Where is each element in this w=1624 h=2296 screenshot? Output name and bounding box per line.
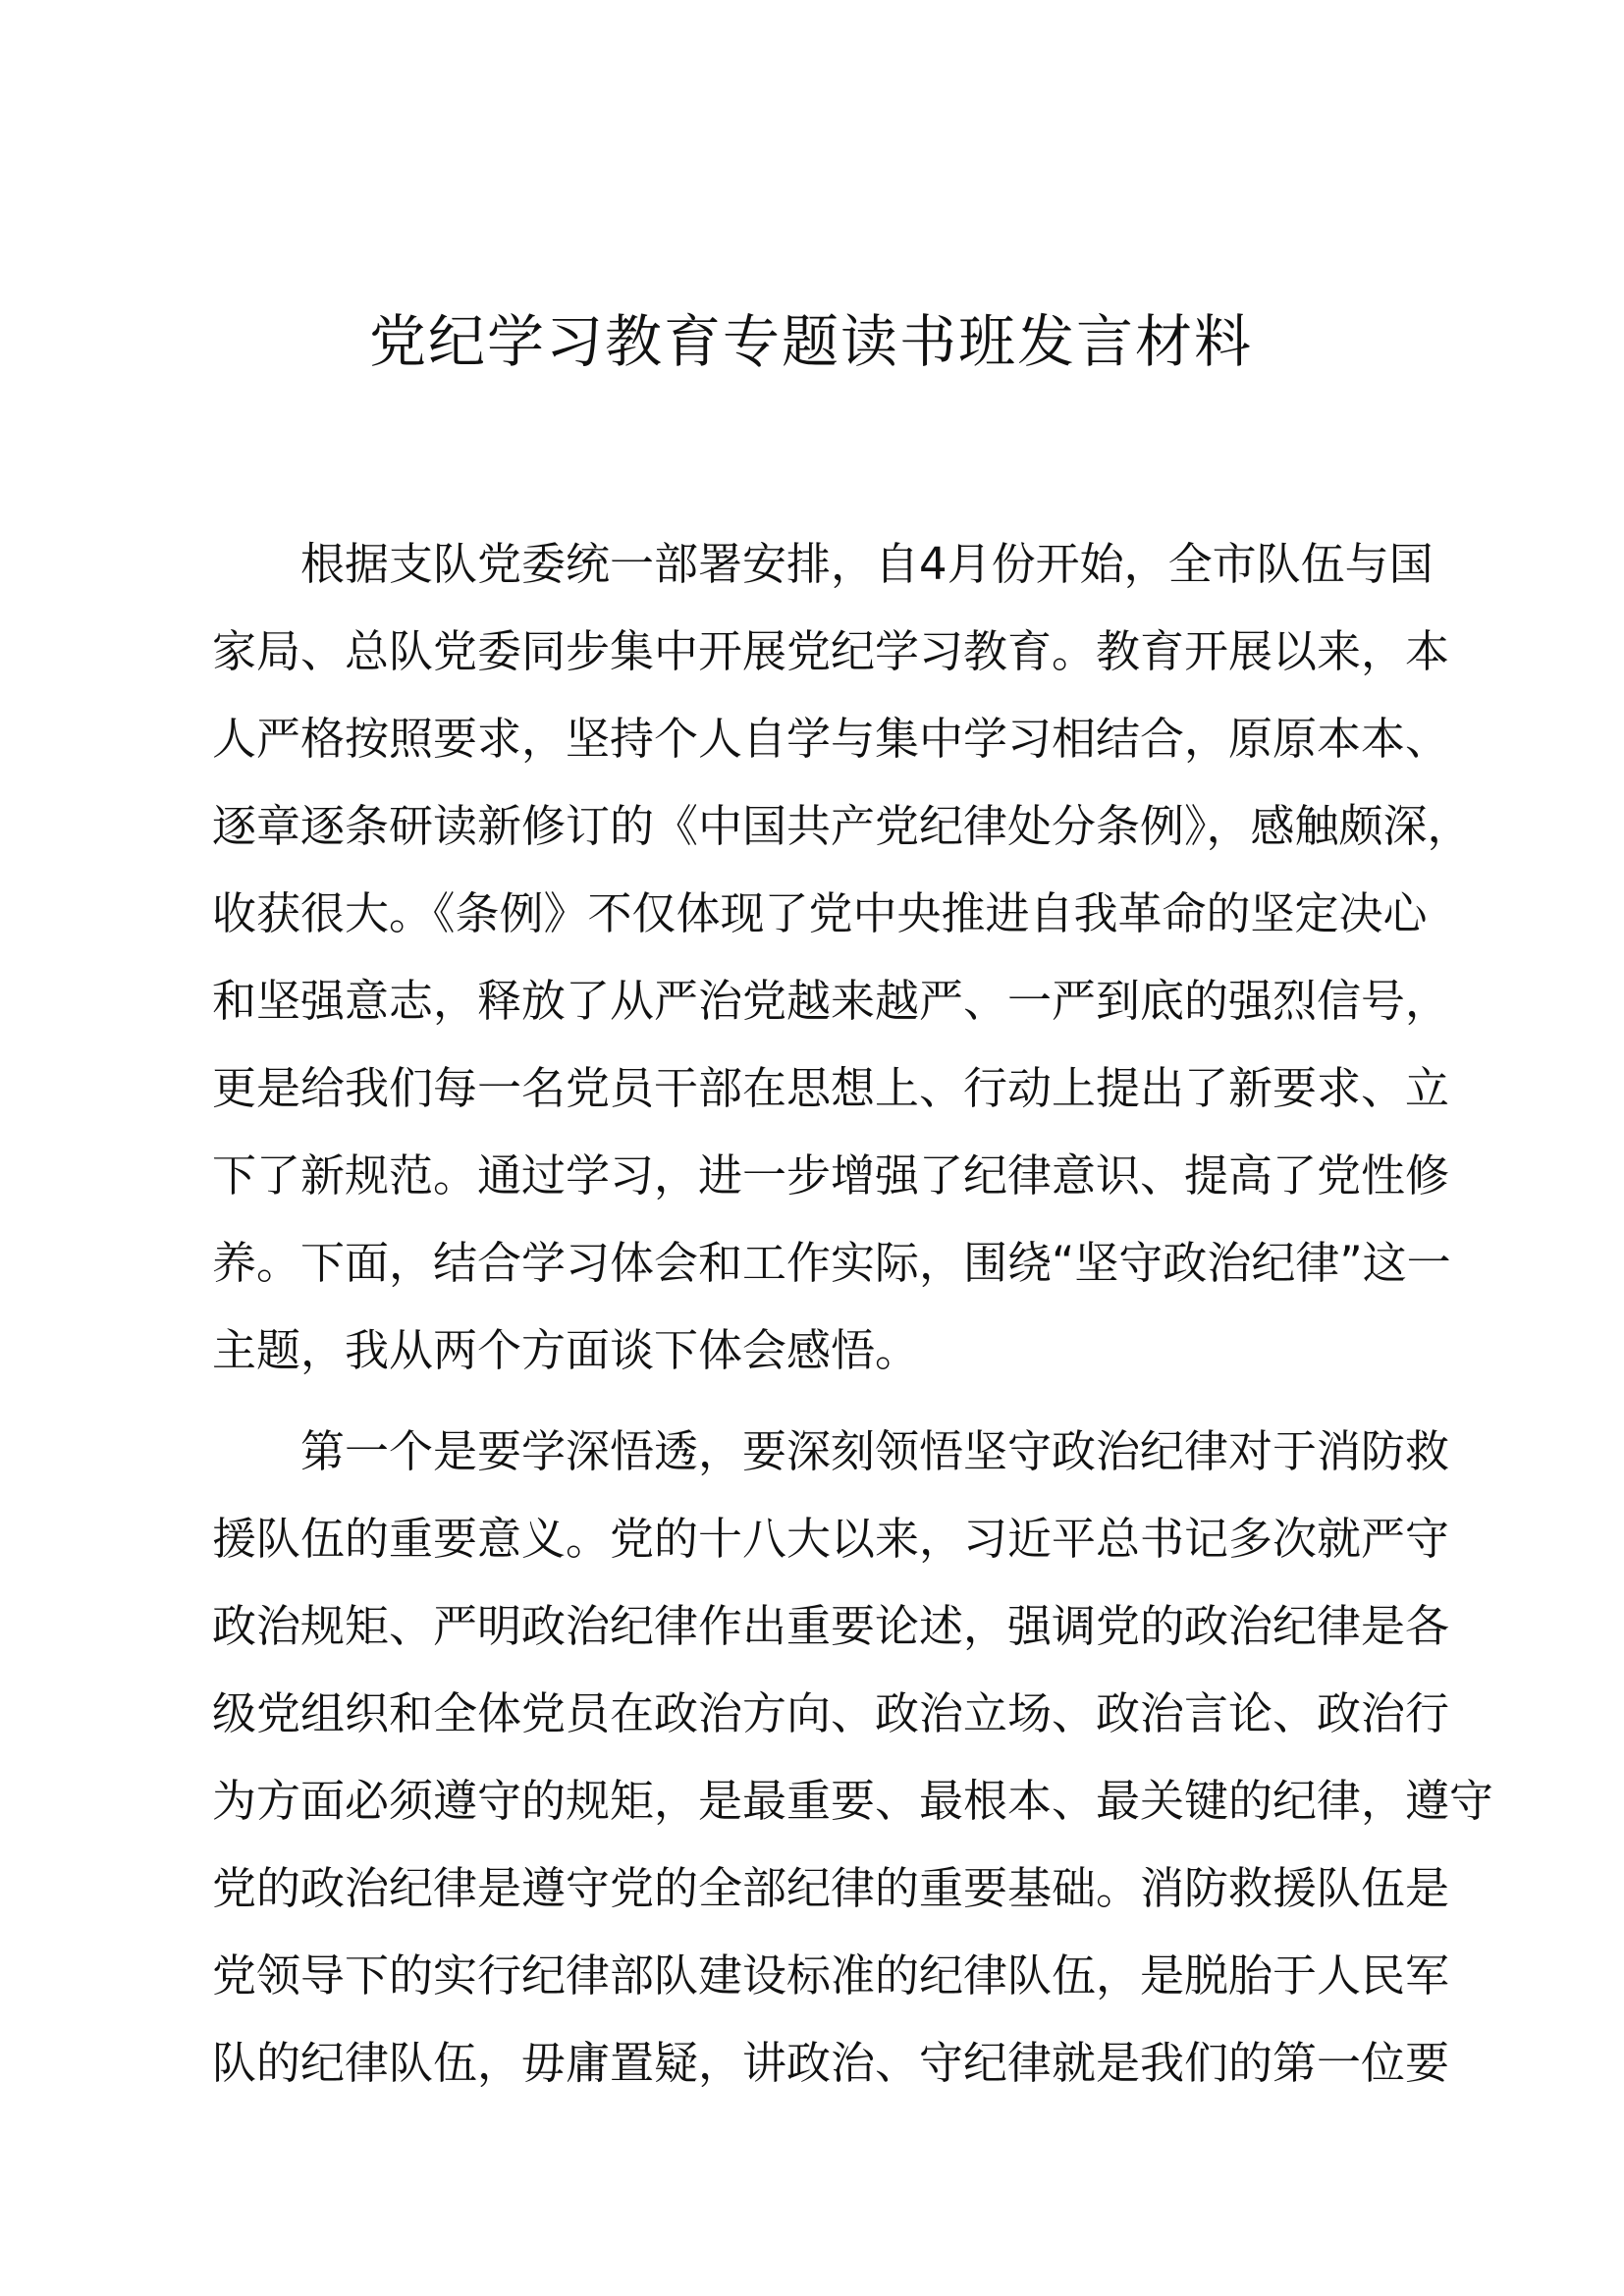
paragraph-line: 党的政治纪律是遵守党的全部纪律的重要基础。消防救援队伍是 bbox=[212, 1862, 1450, 1914]
paragraph-line: 政治规矩、严明政治纪律作出重要论述，强调党的政治纪律是各 bbox=[212, 1600, 1450, 1652]
paragraph-1 bbox=[212, 520, 1472, 1394]
paragraph-line: 第一个是要学深悟透，要深刻领悟坚守政治纪律对于消防救 bbox=[300, 1425, 1450, 1477]
paragraph-line: 下了新规范。通过学习，进一步增强了纪律意识、提高了党性修 bbox=[212, 1149, 1450, 1201]
paragraph-line: 养。下面，结合学习体会和工作实际，围绕“坚守政治纪律”这一 bbox=[212, 1237, 1451, 1289]
paragraph-line: 和坚强意志，释放了从严治党越来越严、一严到底的强烈信号， bbox=[212, 975, 1450, 1027]
document-body bbox=[212, 520, 1494, 2107]
paragraph-line: 为方面必须遵守的规矩，是最重要、最根本、最关键的纪律，遵守 bbox=[212, 1775, 1494, 1827]
paragraph-spacer bbox=[212, 1394, 1420, 1408]
paragraph-line: 人严格按照要求，坚持个人自学与集中学习相结合，原原本本、 bbox=[212, 713, 1450, 765]
paragraph-line: 更是给我们每一名党员干部在思想上、行动上提出了新要求、立 bbox=[212, 1062, 1450, 1114]
paragraph-2 bbox=[212, 1408, 1494, 2107]
paragraph-line: 根据支队党委统一部署安排，自4月份开始，全市队伍与国 bbox=[300, 538, 1434, 590]
paragraph-line: 家局、总队党委同步集中开展党纪学习教育。教育开展以来，本 bbox=[212, 625, 1450, 677]
paragraph-line: 收获很大。《条例》不仅体现了党中央推进自我革命的坚定决心 bbox=[212, 887, 1428, 939]
document-title: 党纪学习教育专题读书班发言材料 bbox=[368, 308, 1253, 375]
paragraph-line: 主题，我从两个方面谈下体会感悟。 bbox=[212, 1324, 920, 1376]
paragraph-line: 援队伍的重要意义。党的十八大以来，习近平总书记多次就严守 bbox=[212, 1513, 1450, 1565]
paragraph-line: 队的纪律队伍，毋庸置疑，讲政治、守纪律就是我们的第一位要 bbox=[212, 2037, 1450, 2089]
paragraph-line: 党领导下的实行纪律部队建设标准的纪律队伍，是脱胎于人民军 bbox=[212, 1949, 1450, 2002]
paragraph-line: 级党组织和全体党员在政治方向、政治立场、政治言论、政治行 bbox=[212, 1687, 1450, 1739]
paragraph-line: 逐章逐条研读新修订的《中国共产党纪律处分条例》，感触颇深， bbox=[212, 800, 1472, 852]
